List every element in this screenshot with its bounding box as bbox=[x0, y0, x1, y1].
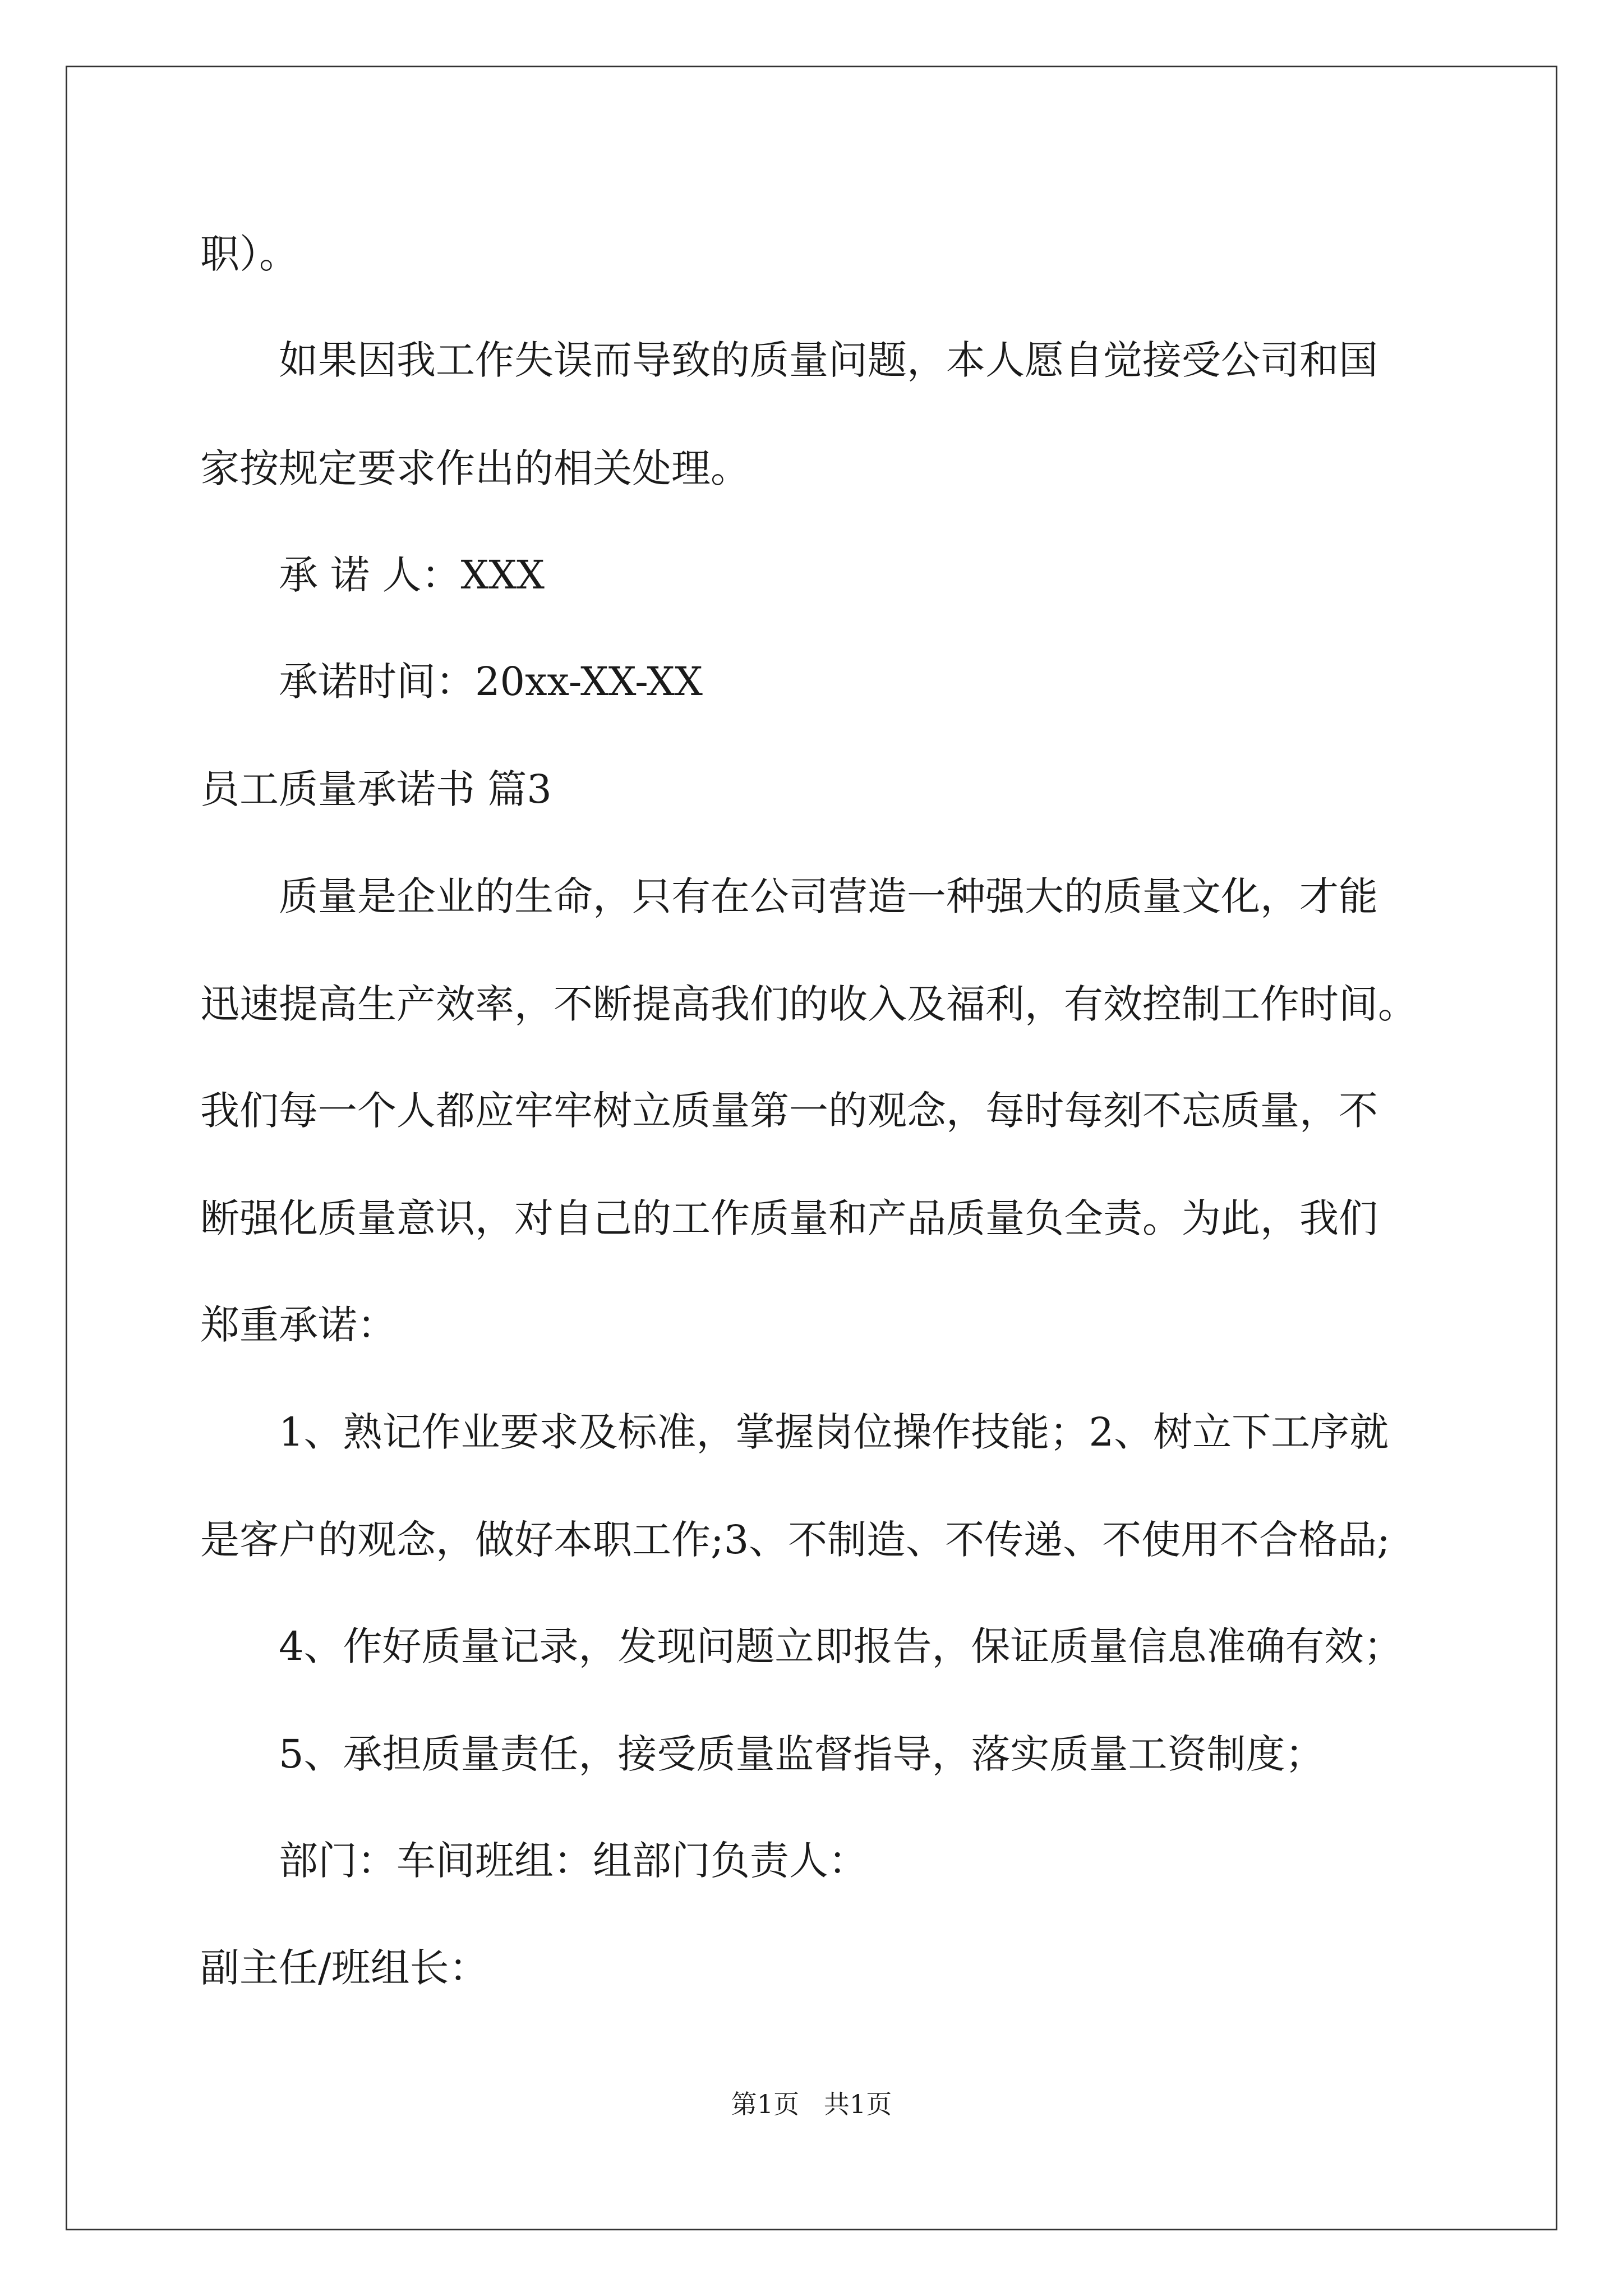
section-heading: 员工质量承诺书 篇3 bbox=[200, 766, 552, 812]
date-line: 承诺时间：20xx-XX-XX bbox=[279, 659, 703, 705]
text-line: 如果因我工作失误而导致的质量问题，本人愿自觉接受公司和国 bbox=[279, 337, 1378, 383]
text-line: 我们每一个人都应牢牢树立质量第一的观念，每时每刻不忘质量，不 bbox=[200, 1088, 1378, 1134]
list-item: 1、熟记作业要求及标准，掌握岗位操作技能；2、树立下工序就 bbox=[279, 1409, 1389, 1455]
text-line: 职）。 bbox=[200, 231, 298, 277]
signer-line: 承 诺 人：XXX bbox=[279, 552, 545, 598]
text-line: 郑重承诺： bbox=[200, 1302, 396, 1348]
page-border bbox=[66, 66, 1557, 2230]
list-item: 5、承担质量责任，接受质量监督指导，落实质量工资制度； bbox=[279, 1731, 1325, 1777]
list-item: 是客户的观念，做好本职工作;3、不制造、不传递、不使用不合格品; bbox=[200, 1517, 1390, 1563]
text-line: 质量是企业的生命，只有在公司营造一种强大的质量文化，才能 bbox=[279, 873, 1378, 919]
text-line: 断强化质量意识，对自己的工作质量和产品质量负全责。为此，我们 bbox=[200, 1195, 1378, 1241]
text-line: 迅速提高生产效率，不断提高我们的收入及福利，有效控制工作时间。 bbox=[200, 981, 1417, 1027]
page-number: 第1页 共1页 bbox=[731, 2089, 892, 2119]
list-item: 4、作好质量记录，发现问题立即报告，保证质量信息准确有效； bbox=[279, 1623, 1403, 1669]
signature-field-line: 部门：车间班组：组部门负责人： bbox=[279, 1838, 868, 1884]
text-line: 家按规定要求作出的相关处理。 bbox=[200, 445, 750, 491]
signature-field-line: 副主任/班组长： bbox=[200, 1945, 488, 1991]
